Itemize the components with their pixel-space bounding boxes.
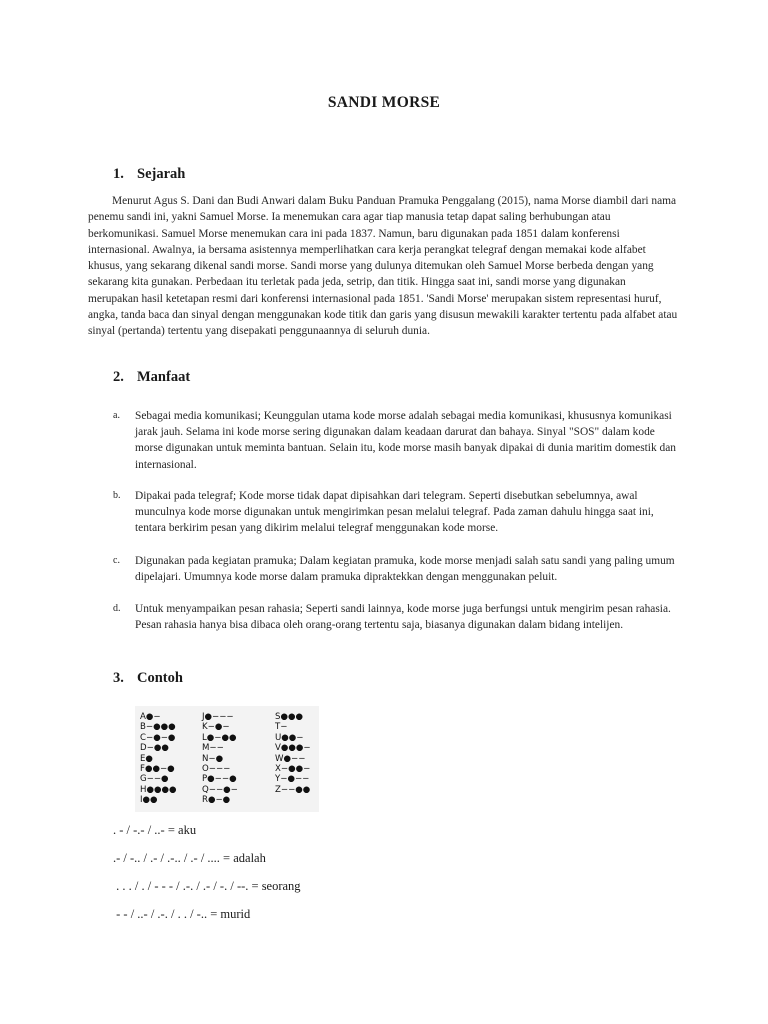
section-heading-contoh xyxy=(113,670,183,687)
morse-entry: B−●●● xyxy=(140,722,176,733)
list-item-text: Digunakan pada kegiatan pramuka; Dalam kegiatan pramuka, kode morse menjadi salah satu sandi yang paling umum dipelajari. Umumnya kode morse dalam pramuka dipraktekkan dengan menggunakan peluit. xyxy=(135,555,675,584)
morse-entry: C−●−● xyxy=(140,732,176,743)
morse-entry: F●●−● xyxy=(140,764,175,775)
list-item-text: Dipakai pada telegraf; Kode morse tidak dapat dipisahkan dari telegram. Seperti disebutkan sebelumnya, awal munculnya kode morse digunakan untuk mengirimkan pesan melalui telegraf. Pada zaman dahulu hingga saat ini, tentara berkirim pesan yang dikirim melalui telegraf menggunakan kode morse. xyxy=(135,490,654,535)
list-item-text: Untuk menyampaikan pesan rahasia; Seperti sandi lainnya, kode morse juga berfungsi untuk mengirim pesan rahasia. Pesan rahasia hanya bisa dibaca oleh orang-orang tertentu saja, biasanya digunakan dalam bidang intelijen. xyxy=(135,603,671,632)
morse-entry: G−−● xyxy=(140,774,169,785)
list-marker: b. xyxy=(113,490,121,501)
morse-entry: V●●●− xyxy=(275,743,311,754)
morse-entry: W●−− xyxy=(275,753,306,764)
list-item xyxy=(113,488,683,537)
sejarah-paragraph: Menurut Agus S. Dani dan Budi Anwari dalam Buku Panduan Pramuka Penggalang (2015), nama Morse diambil dari nama penemu sandi ini, yakni Samuel Morse. Ia menemukan cara agar tiap manusia tetap dapat saling berhubungan atau berkomunikasi. Samuel Morse menemukan cara ini pada 1837. Namun, baru digunakan pada 1851 dalam konferensi internasional. Awalnya, ia bersama asistennya memperlihatkan cara kerja perangkat telegraf dengan memakai kode alfabet khusus, yang sekarang dikenal sandi morse. Sandi morse yang dulunya ditemukan oleh Samuel Morse berbeda dengan yang sekarang kita gunakan. Perbedaan itu terletak pada jeda, setrip, dan titik. Hingga saat ini, sandi morse yang digunakan merupakan hasil ketetapan resmi dari konferensi internasional pada 1851. 'Sandi Morse' merupakan sistem representasi huruf, angka, tanda baca dan sinyal dengan menggunakan kode titik dan garis yang disusun mewakili karakter tertentu pada alfabet atau sinyal (pertanda) tertentu yang disepakati penggunaannya di seluruh dunia. xyxy=(88,195,678,338)
morse-entry: N−● xyxy=(202,753,224,764)
morse-code-table xyxy=(135,706,319,812)
morse-column-3 xyxy=(275,712,311,795)
morse-entry: Q−−●− xyxy=(202,784,238,795)
morse-entry: M−− xyxy=(202,743,224,754)
morse-entry: Y−●−− xyxy=(275,774,310,785)
morse-entry: K−●− xyxy=(202,722,230,733)
section-number: 2. xyxy=(113,369,124,385)
morse-example: . . . / . / - - - / .-. / .- / -. / --. = seorang xyxy=(113,879,301,893)
morse-example: .- / -.. / .- / .-.. / .- / .... = adalah xyxy=(113,851,266,865)
morse-example: . - / -.- / ..- = aku xyxy=(113,823,197,837)
section-heading-sejarah xyxy=(113,166,185,183)
list-marker: c. xyxy=(113,555,120,566)
morse-entry: E● xyxy=(140,753,153,764)
morse-entry: A●− xyxy=(140,712,161,722)
section-title: Manfaat xyxy=(137,369,191,385)
section-number: 1. xyxy=(113,166,124,182)
section-number: 3. xyxy=(113,670,124,686)
document-title: SANDI MORSE xyxy=(327,94,441,111)
morse-entry: I●● xyxy=(140,795,158,806)
morse-entry: J●−−− xyxy=(202,712,234,722)
list-item xyxy=(113,408,683,473)
morse-entry: R●−● xyxy=(202,795,231,806)
morse-entry: H●●●● xyxy=(140,784,177,795)
list-item-text: Sebagai media komunikasi; Keunggulan utama kode morse adalah sebagai media komunikasi, khususnya komunikasi jarak jauh. Selama ini kode morse sering digunakan dalam keadaan darurat dan bahaya. Sinyal "SOS" dalam kode morse digunakan untuk meminta bantuan. Selain itu, kode morse masih banyak dipakai di dunia maritim domestik dan internasional. xyxy=(135,410,676,471)
morse-column-1 xyxy=(140,712,176,806)
morse-entry: U●●− xyxy=(275,732,304,743)
morse-example: - - / ..- / .-. / . . / -.. = murid xyxy=(113,907,251,921)
morse-entry: D−●● xyxy=(140,743,169,754)
morse-entry: Z−−●● xyxy=(275,784,311,795)
morse-entry: S●●● xyxy=(275,712,303,722)
section-title: Contoh xyxy=(137,670,183,686)
morse-entry: O−−− xyxy=(202,764,231,775)
list-item xyxy=(113,601,683,633)
morse-entry: P●−−● xyxy=(202,774,237,785)
list-item xyxy=(113,553,683,585)
morse-entry: L●−●● xyxy=(202,732,237,743)
section-heading-manfaat xyxy=(113,369,190,386)
section-title: Sejarah xyxy=(137,166,186,182)
list-marker: d. xyxy=(113,603,121,614)
morse-column-2 xyxy=(202,712,238,806)
morse-entry: X−●●− xyxy=(275,764,311,775)
list-marker: a. xyxy=(113,410,120,421)
morse-entry: T− xyxy=(275,722,288,733)
